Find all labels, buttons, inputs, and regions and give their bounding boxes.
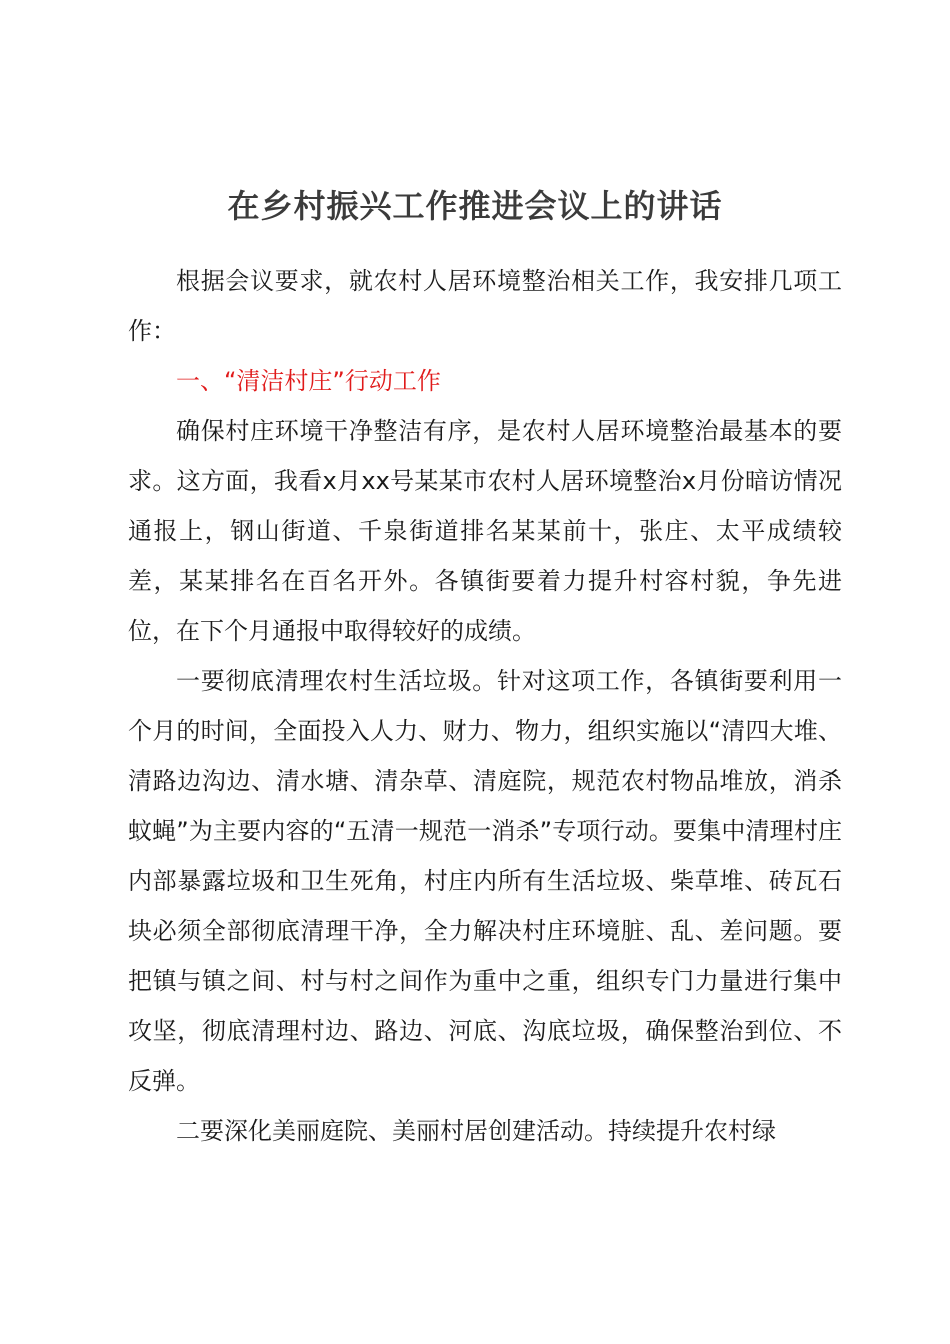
body-paragraph: 确保村庄环境干净整洁有序，是农村人居环境整治最基本的要求。这方面，我看x月xx号某某市农村人居环境整治x月份暗访情况通报上，钢山街道、千泉街道排名某某前十，张庄、太平成绩较差，某某排名在百名开外。各镇街要着力提升村容村貌，争先进位，在下个月通报中取得较好的成绩。 <box>128 417 842 645</box>
section-heading: 一、“清洁村庄”行动工作 <box>176 367 441 395</box>
intro-paragraph: 根据会议要求，就农村人居环境整治相关工作，我安排几项工作： <box>128 267 842 345</box>
document-body <box>128 256 842 1156</box>
body-paragraph: 二要深化美丽庭院、美丽村居创建活动。持续提升农村绿 <box>176 1117 776 1145</box>
body-paragraph: 一要彻底清理农村生活垃圾。针对这项工作，各镇街要利用一个月的时间，全面投入人力、财力、物力，组织实施以“清四大堆、清路边沟边、清水塘、清杂草、清庭院，规范农村物品堆放，消杀蚊蝇”为主要内容的“五清一规范一消杀”专项行动。要集中清理村庄内部暴露垃圾和卫生死角，村庄内所有生活垃圾、柴草堆、砖瓦石块必须全部彻底清理干净，全力解决村庄环境脏、乱、差问题。要把镇与镇之间、村与村之间作为重中之重，组织专门力量进行集中攻坚，彻底清理村边、路边、河底、沟底垃圾，确保整治到位、不反弹。 <box>128 667 842 1095</box>
document-title: 在乡村振兴工作推进会议上的讲话 <box>227 187 723 225</box>
